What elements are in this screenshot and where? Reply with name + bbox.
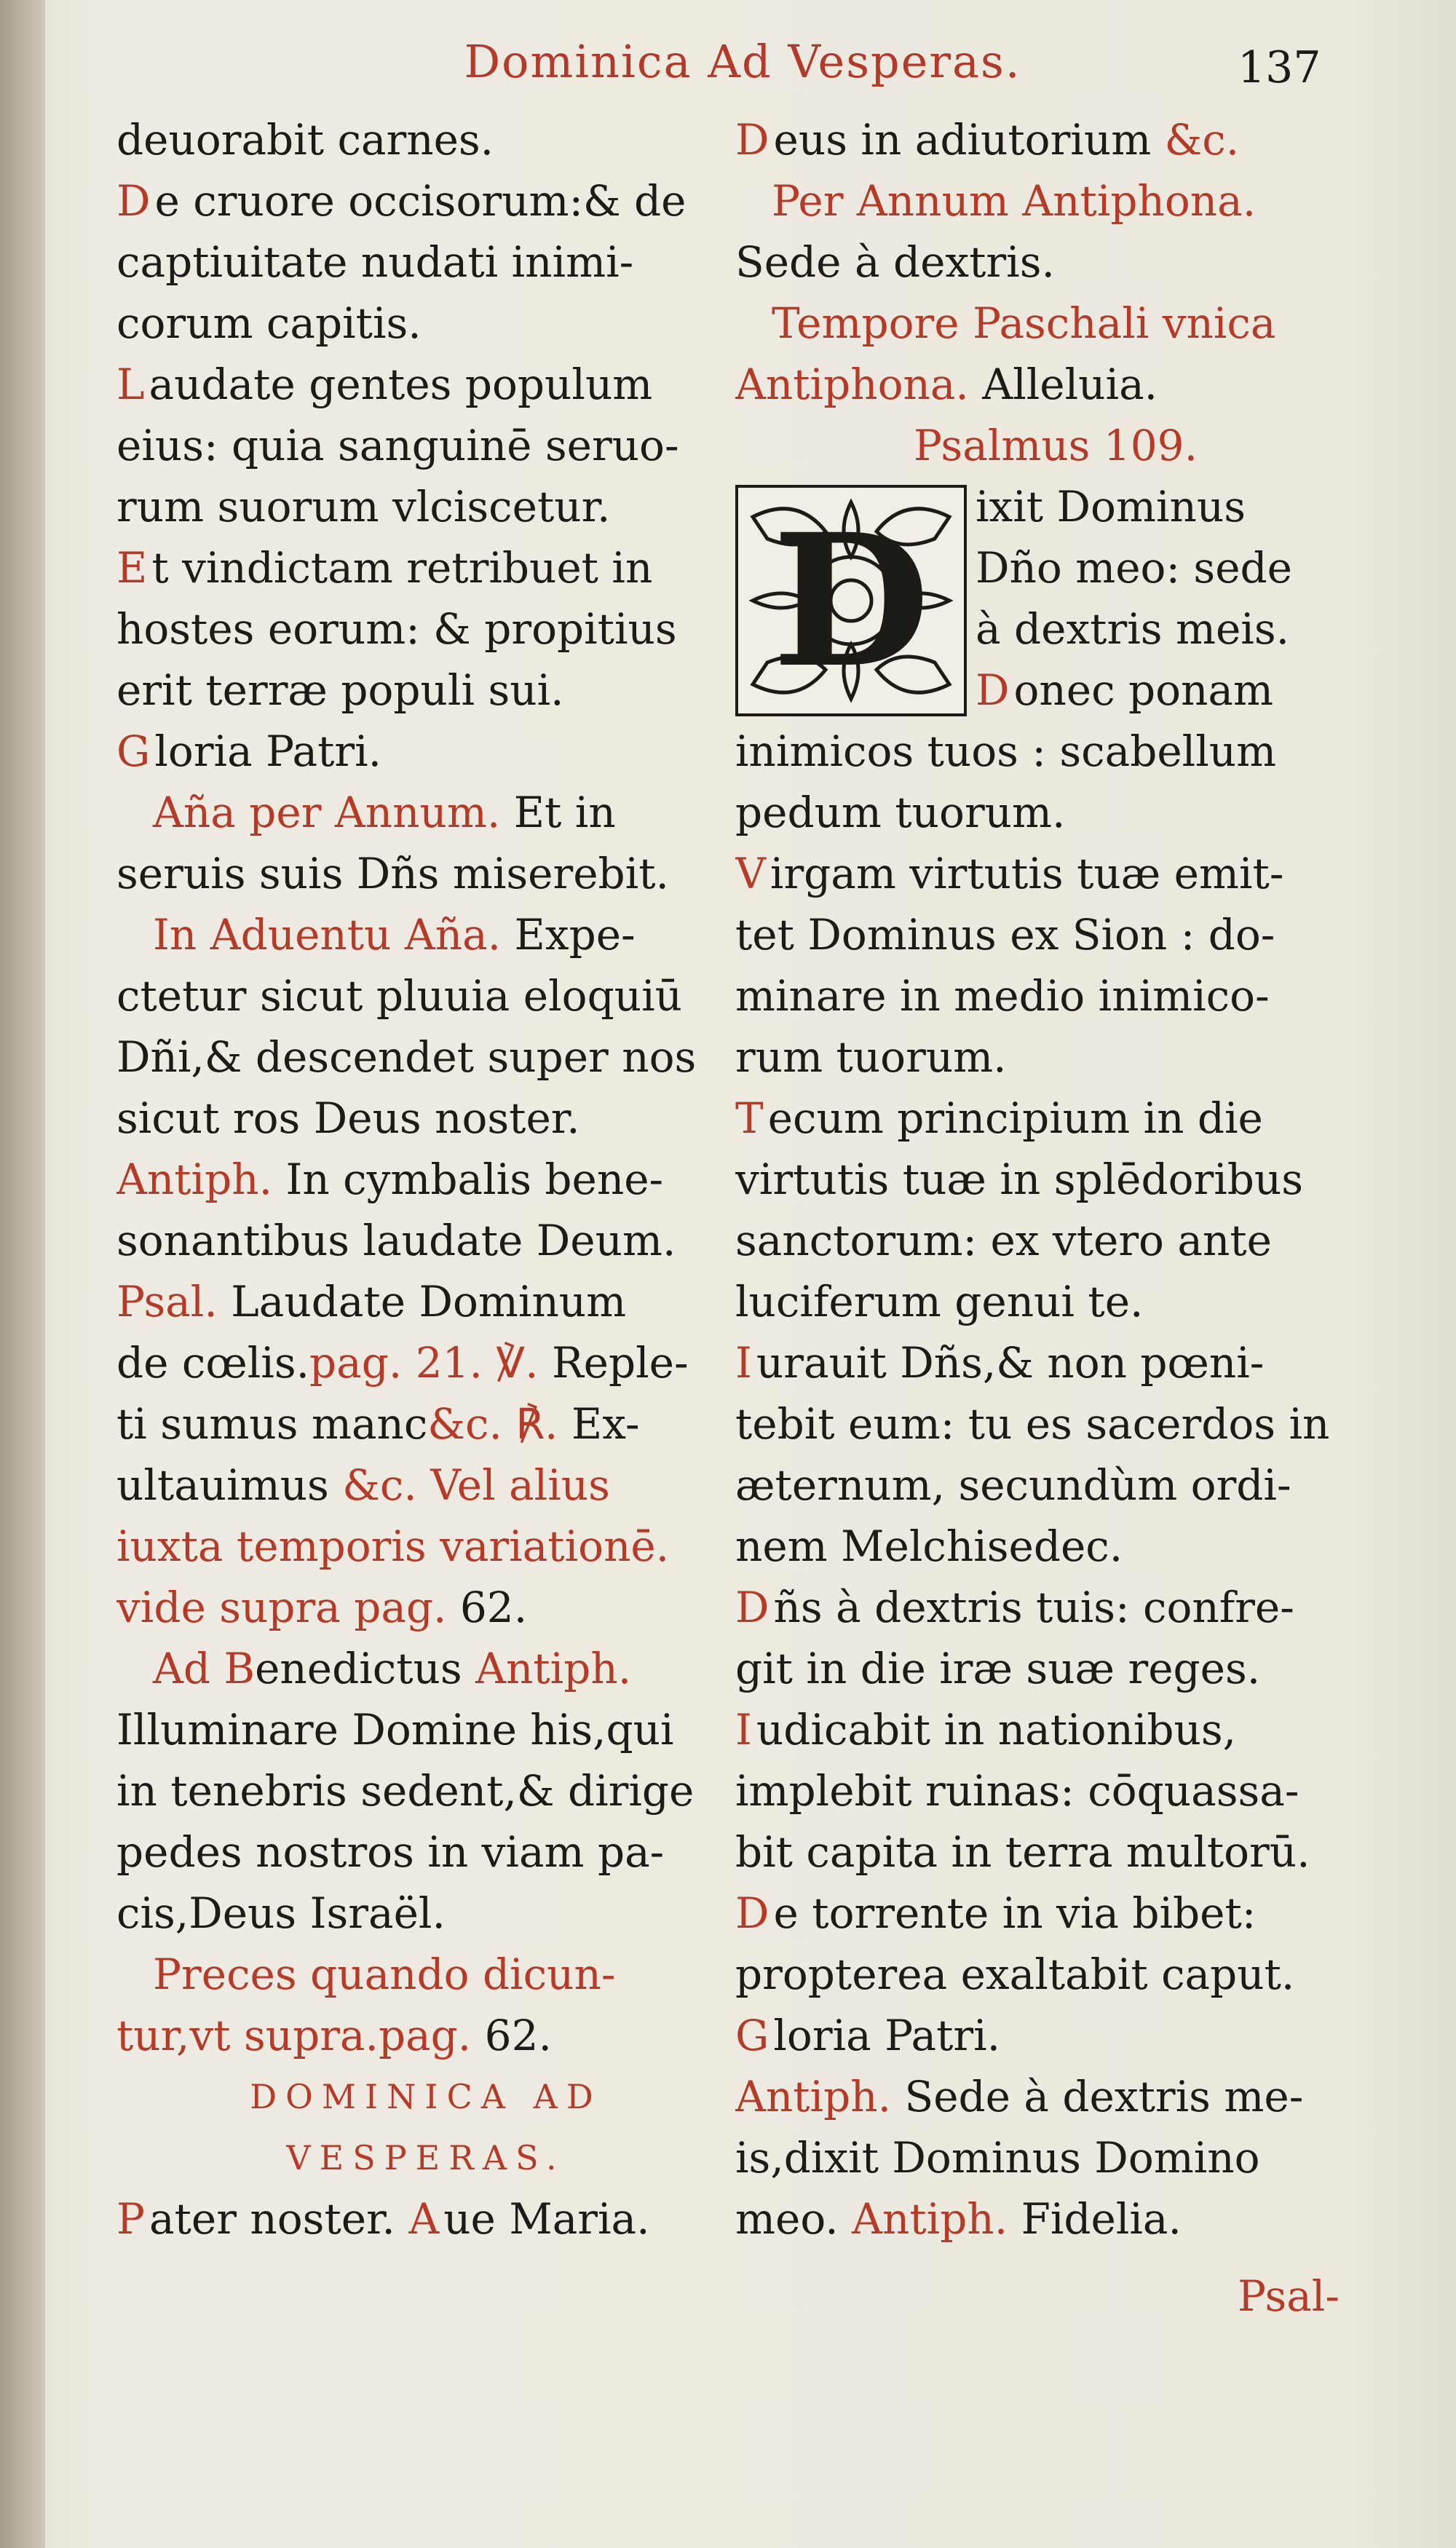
rubric-text: Preces quando dicun-	[153, 1950, 616, 1999]
line-text: hostes eorum: & propitius	[116, 604, 677, 654]
line-text: eus in adiutorium	[773, 115, 1165, 165]
line-text: tet Dominus ex Sion : do-	[735, 910, 1275, 960]
drop-line-3: à dextris meis.	[976, 604, 1290, 654]
text-line	[116, 1393, 735, 1455]
line-text: pedum tuorum.	[735, 788, 1066, 837]
line-text: Sede à dextris me-	[891, 2072, 1304, 2121]
text-line	[116, 1271, 735, 1332]
text-line	[116, 1455, 735, 1516]
text-line	[116, 721, 735, 782]
line-initial: D	[116, 176, 151, 226]
rubric-text: &c. ℟.	[427, 1399, 558, 1449]
rubric-text: tur,vt supra.pag.	[116, 2011, 472, 2060]
line-initial: I	[735, 1338, 752, 1388]
text-line	[735, 293, 1376, 354]
text-line	[735, 109, 1376, 170]
line-text: bit capita in terra multorū.	[735, 1827, 1310, 1877]
line-text: ecum principium in die	[767, 1093, 1263, 1143]
line-text: e cruore occisorum:& de	[154, 176, 687, 226]
line-text: Illuminare Domine his,qui	[116, 1705, 674, 1754]
line-text: rum suorum vlciscetur.	[116, 482, 611, 531]
line-text: Reple-	[538, 1338, 689, 1388]
text-line	[735, 2127, 1376, 2188]
ornamental-drop-cap	[735, 485, 967, 716]
line-text: enedictus	[255, 1644, 476, 1693]
line-text: irgam virtutis tuæ emit-	[769, 849, 1284, 898]
drop-line-4	[976, 660, 1376, 721]
text-line	[116, 782, 735, 843]
text-line	[116, 1210, 735, 1271]
line-text: rum tuorum.	[735, 1032, 1007, 1082]
line-text: minare in medio inimico-	[735, 971, 1270, 1021]
line-initial: D	[735, 115, 769, 165]
rubric-text: In Aduentu Aña.	[153, 910, 502, 960]
line-initial: A	[408, 2194, 440, 2244]
line-initial: D	[735, 1888, 769, 1938]
text-line	[735, 415, 1376, 476]
text-line	[735, 1393, 1376, 1455]
rubric-text: Antiphona.	[735, 360, 969, 409]
left-column	[116, 109, 735, 2402]
text-line	[116, 1516, 735, 1577]
binding-gutter	[0, 0, 45, 2548]
text-line	[116, 1821, 735, 1883]
rubric-text: Antiph.	[116, 1155, 273, 1204]
text-line	[116, 1944, 735, 2005]
text-line	[116, 1638, 735, 1699]
rubric-text: Antiph.	[735, 2072, 892, 2121]
text-line	[735, 1760, 1376, 1821]
line-initial: I	[735, 1705, 752, 1754]
line-text: e torrente in via bibet:	[773, 1888, 1257, 1938]
line-text: meo.	[735, 2194, 852, 2244]
line-text: cis,Deus Israël.	[116, 1888, 446, 1938]
right-top-lines	[735, 109, 1376, 476]
right-bottom-lines	[735, 721, 1376, 2250]
drop-line-2: Dño meo: sede	[976, 543, 1292, 593]
text-line	[116, 1577, 735, 1638]
rubric-text: Ad B	[153, 1644, 256, 1693]
rubric-text: iuxta temporis variationē.	[116, 1522, 670, 1571]
line-text: urauit Dñs,& non pœni-	[756, 1338, 1265, 1388]
rubric-text: vide supra pag.	[116, 1583, 447, 1632]
line-text: Ex-	[558, 1399, 640, 1449]
text-line	[735, 721, 1376, 782]
text-line	[735, 1821, 1376, 1883]
text-line	[735, 1210, 1376, 1271]
line-text: loria Patri.	[154, 727, 382, 776]
text-line	[735, 1944, 1376, 2005]
line-initial: D	[735, 1583, 769, 1632]
line-text: captiuitate nudati inimi-	[116, 237, 634, 287]
text-line	[116, 1149, 735, 1210]
text-line	[116, 354, 735, 415]
text-line	[735, 354, 1376, 415]
line-text: seruis suis Dñs miserebit.	[116, 849, 669, 898]
line-text: Dñi,& descendet super nos	[116, 1032, 697, 1082]
text-line	[116, 170, 735, 232]
running-title: Dominica Ad Vesperas.	[464, 35, 1021, 88]
text-line	[735, 232, 1376, 293]
line-text: tebit eum: tu es sacerdos in	[735, 1399, 1330, 1449]
rubric-text: Tempore Paschali vnica	[772, 298, 1276, 348]
text-line	[116, 2005, 735, 2066]
line-initial: T	[735, 1093, 764, 1143]
text-line	[735, 2066, 1376, 2127]
line-text: t vindictam retribuet in	[151, 543, 653, 593]
line-text: git in die iræ suæ reges.	[735, 1644, 1261, 1693]
right-column	[735, 109, 1376, 2402]
drop-cap-letter: D	[772, 494, 930, 708]
line-initial: P	[116, 2194, 146, 2244]
line-text: sicut ros Deus noster.	[116, 1093, 580, 1143]
line-text: corum capitis.	[116, 298, 422, 348]
line-text: is,dixit Dominus Domino	[735, 2133, 1260, 2183]
rubric-text: Aña per Annum.	[153, 788, 501, 837]
line-text: implebit ruinas: cōquassa-	[735, 1766, 1299, 1816]
line-text: nem Melchisedec.	[735, 1522, 1123, 1571]
rubric-text: Psal.	[116, 1277, 218, 1326]
text-line	[735, 2005, 1376, 2066]
catchword: Psal-	[1238, 2271, 1340, 2321]
line-text: in tenebris sedent,& dirige	[116, 1766, 695, 1816]
line-text: ultauimus	[116, 1460, 343, 1510]
line-initial: G	[116, 727, 151, 776]
line-text: 62.	[446, 1583, 528, 1632]
text-line	[735, 1638, 1376, 1699]
line-text: eius: quia sanguinē seruo-	[116, 421, 679, 470]
text-line	[116, 293, 735, 354]
page-number: 137	[1238, 42, 1321, 93]
left-text-lines	[116, 109, 735, 2066]
line-text: de cœlis.	[116, 1338, 310, 1388]
text-line	[116, 109, 735, 170]
line-text: luciferum genui te.	[735, 1277, 1144, 1326]
rubric-text: Antiph.	[475, 1644, 632, 1693]
line-initial: E	[116, 543, 148, 593]
section-heading-line1: DOMINICA AD	[250, 2077, 602, 2116]
line-text: Sede à dextris.	[735, 237, 1055, 287]
text-line	[116, 476, 735, 537]
text-line	[116, 598, 735, 660]
text-line	[116, 843, 735, 904]
text-line	[735, 904, 1376, 965]
text-line	[116, 1883, 735, 1944]
line-text: sanctorum: ex vtero ante	[735, 1216, 1272, 1265]
drop-cap-lines	[976, 476, 1376, 721]
line-text: erit terræ populi sui.	[116, 665, 564, 715]
line-initial: G	[735, 2011, 769, 2060]
line-text: inimicos tuos : scabellum	[735, 727, 1277, 776]
rubric-text: Psalmus 109.	[913, 421, 1198, 470]
line-text: pedes nostros in viam pa-	[116, 1827, 665, 1877]
line-text: udicabit in nationibus,	[756, 1705, 1237, 1754]
text-line	[116, 537, 735, 598]
line-text: ctetur sicut pluuia eloquiū	[116, 971, 682, 1021]
text-line	[735, 843, 1376, 904]
text-line	[735, 965, 1376, 1026]
text-line	[116, 1088, 735, 1149]
line-text: æternum, secundùm ordi-	[735, 1460, 1291, 1510]
line-text: ue Maria.	[443, 2194, 650, 2244]
text-line	[735, 1271, 1376, 1332]
line-text: Expe-	[501, 910, 636, 960]
line-initial: V	[735, 849, 766, 898]
line-text: sonantibus laudate Deum.	[116, 1216, 676, 1265]
text-line	[116, 1332, 735, 1393]
text-line	[116, 965, 735, 1026]
line-text: loria Patri.	[773, 2011, 1001, 2060]
line-text: Laudate Dominum	[217, 1277, 627, 1326]
text-line	[116, 904, 735, 965]
text-line	[116, 415, 735, 476]
rubric-text: pag. 21. ℣.	[309, 1338, 539, 1388]
line-text: 62.	[471, 2011, 552, 2060]
text-line	[735, 1332, 1376, 1393]
text-line	[116, 1760, 735, 1821]
line-text: audate gentes populum	[149, 360, 653, 409]
psalm-opening	[735, 476, 1376, 721]
rubric-text: &c. Vel alius	[342, 1460, 610, 1510]
text-line	[116, 660, 735, 721]
line-text: propterea exaltabit caput.	[735, 1950, 1295, 1999]
text-line	[735, 1577, 1376, 1638]
line-text: onec ponam	[1013, 665, 1274, 715]
text-line	[735, 1455, 1376, 1516]
text-line	[735, 1699, 1376, 1760]
text-line	[735, 1516, 1376, 1577]
text-line	[735, 170, 1376, 232]
text-line	[735, 2188, 1376, 2250]
line-text: deuorabit carnes.	[116, 115, 494, 165]
page-header	[0, 35, 1456, 100]
text-line	[735, 1149, 1376, 1210]
drop-line-1: ixit Dominus	[976, 482, 1246, 531]
line-text: In cymbalis bene-	[272, 1155, 664, 1204]
section-heading-line2: VESPERAS.	[286, 2138, 566, 2177]
line-text: ater noster.	[149, 2194, 395, 2244]
line-text: Et in	[500, 788, 616, 837]
text-line	[735, 782, 1376, 843]
text-line	[735, 1088, 1376, 1149]
rubric-text: &c.	[1164, 115, 1240, 165]
line-text: ñs à dextris tuis: confre-	[773, 1583, 1294, 1632]
text-line	[735, 1026, 1376, 1088]
text-line	[116, 1699, 735, 1760]
text-line	[735, 1883, 1376, 1944]
text-line	[116, 232, 735, 293]
rubric-text: Antiph.	[852, 2194, 1008, 2244]
text-line	[116, 1026, 735, 1088]
line-initial: L	[116, 360, 145, 409]
pater-ave-line	[116, 2188, 735, 2250]
line-initial: D	[976, 665, 1010, 715]
line-text: virtutis tuæ in splēdoribus	[735, 1155, 1304, 1204]
rubric-text: Per Annum Antiphona.	[772, 176, 1257, 226]
line-text: Fidelia.	[1008, 2194, 1182, 2244]
line-text: ti sumus manc	[116, 1399, 428, 1449]
line-text: Alleluia.	[968, 360, 1158, 409]
